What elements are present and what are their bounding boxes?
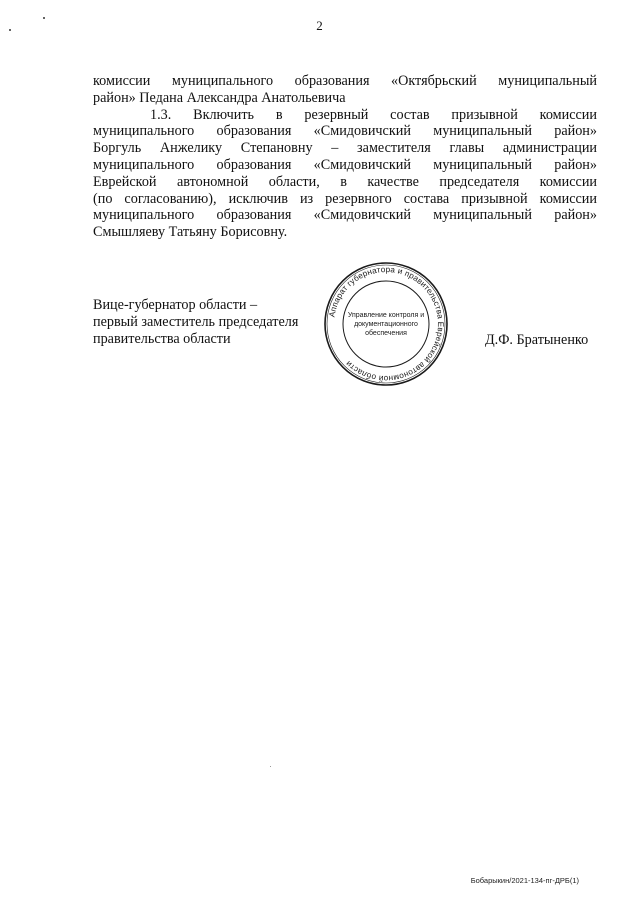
body-line: муниципального образования «Смидовичский муниципальный район» bbox=[93, 123, 597, 140]
body-line: Еврейской автономной области, в качестве председателя комиссии bbox=[93, 173, 597, 190]
signer-name: Д.Ф. Братыненко bbox=[485, 332, 589, 348]
svg-text:документационного: документационного bbox=[354, 321, 418, 328]
signer-position bbox=[93, 297, 298, 347]
official-stamp bbox=[322, 260, 450, 388]
body-line: (по согласованию), исключив из резервного состава призывной комиссии bbox=[93, 190, 597, 207]
svg-text:обеспечения: обеспечения bbox=[365, 330, 407, 337]
svg-text:Управление контроля и: Управление контроля и bbox=[347, 312, 425, 319]
body-line: комиссии муниципального образования «Октябрьский муниципальный bbox=[93, 73, 597, 89]
page-number: 2 bbox=[316, 18, 323, 33]
scan-dot bbox=[270, 766, 271, 767]
body-line: муниципального образования «Смидовичский муниципальный район» bbox=[93, 156, 597, 173]
signer-position-line: Вице-губернатор области – bbox=[93, 297, 258, 313]
document-reference: Бобарыкин/2021-134-пг-ДРБ(1) bbox=[470, 876, 579, 885]
body-line: Смышляеву Татьяну Борисовну. bbox=[93, 224, 288, 241]
document-body bbox=[93, 73, 597, 241]
body-line: муниципального образования «Смидовичский муниципальный район» bbox=[93, 207, 597, 224]
body-line: район» Педана Александра Анатольевича bbox=[93, 89, 346, 106]
body-line: Боргуль Анжелику Степановну – заместителя главы администрации bbox=[93, 140, 597, 157]
signer-position-line: первый заместитель председателя bbox=[93, 313, 299, 330]
stamp-seal bbox=[322, 260, 450, 388]
body-line: 1.3. Включить в резервный состав призывной комиссии bbox=[150, 106, 597, 123]
signer-position-line: правительства области bbox=[93, 330, 231, 347]
svg-text:Аппарат губернатора и правител: Аппарат губернатора и правительства Еврейской автономной области bbox=[327, 264, 446, 384]
